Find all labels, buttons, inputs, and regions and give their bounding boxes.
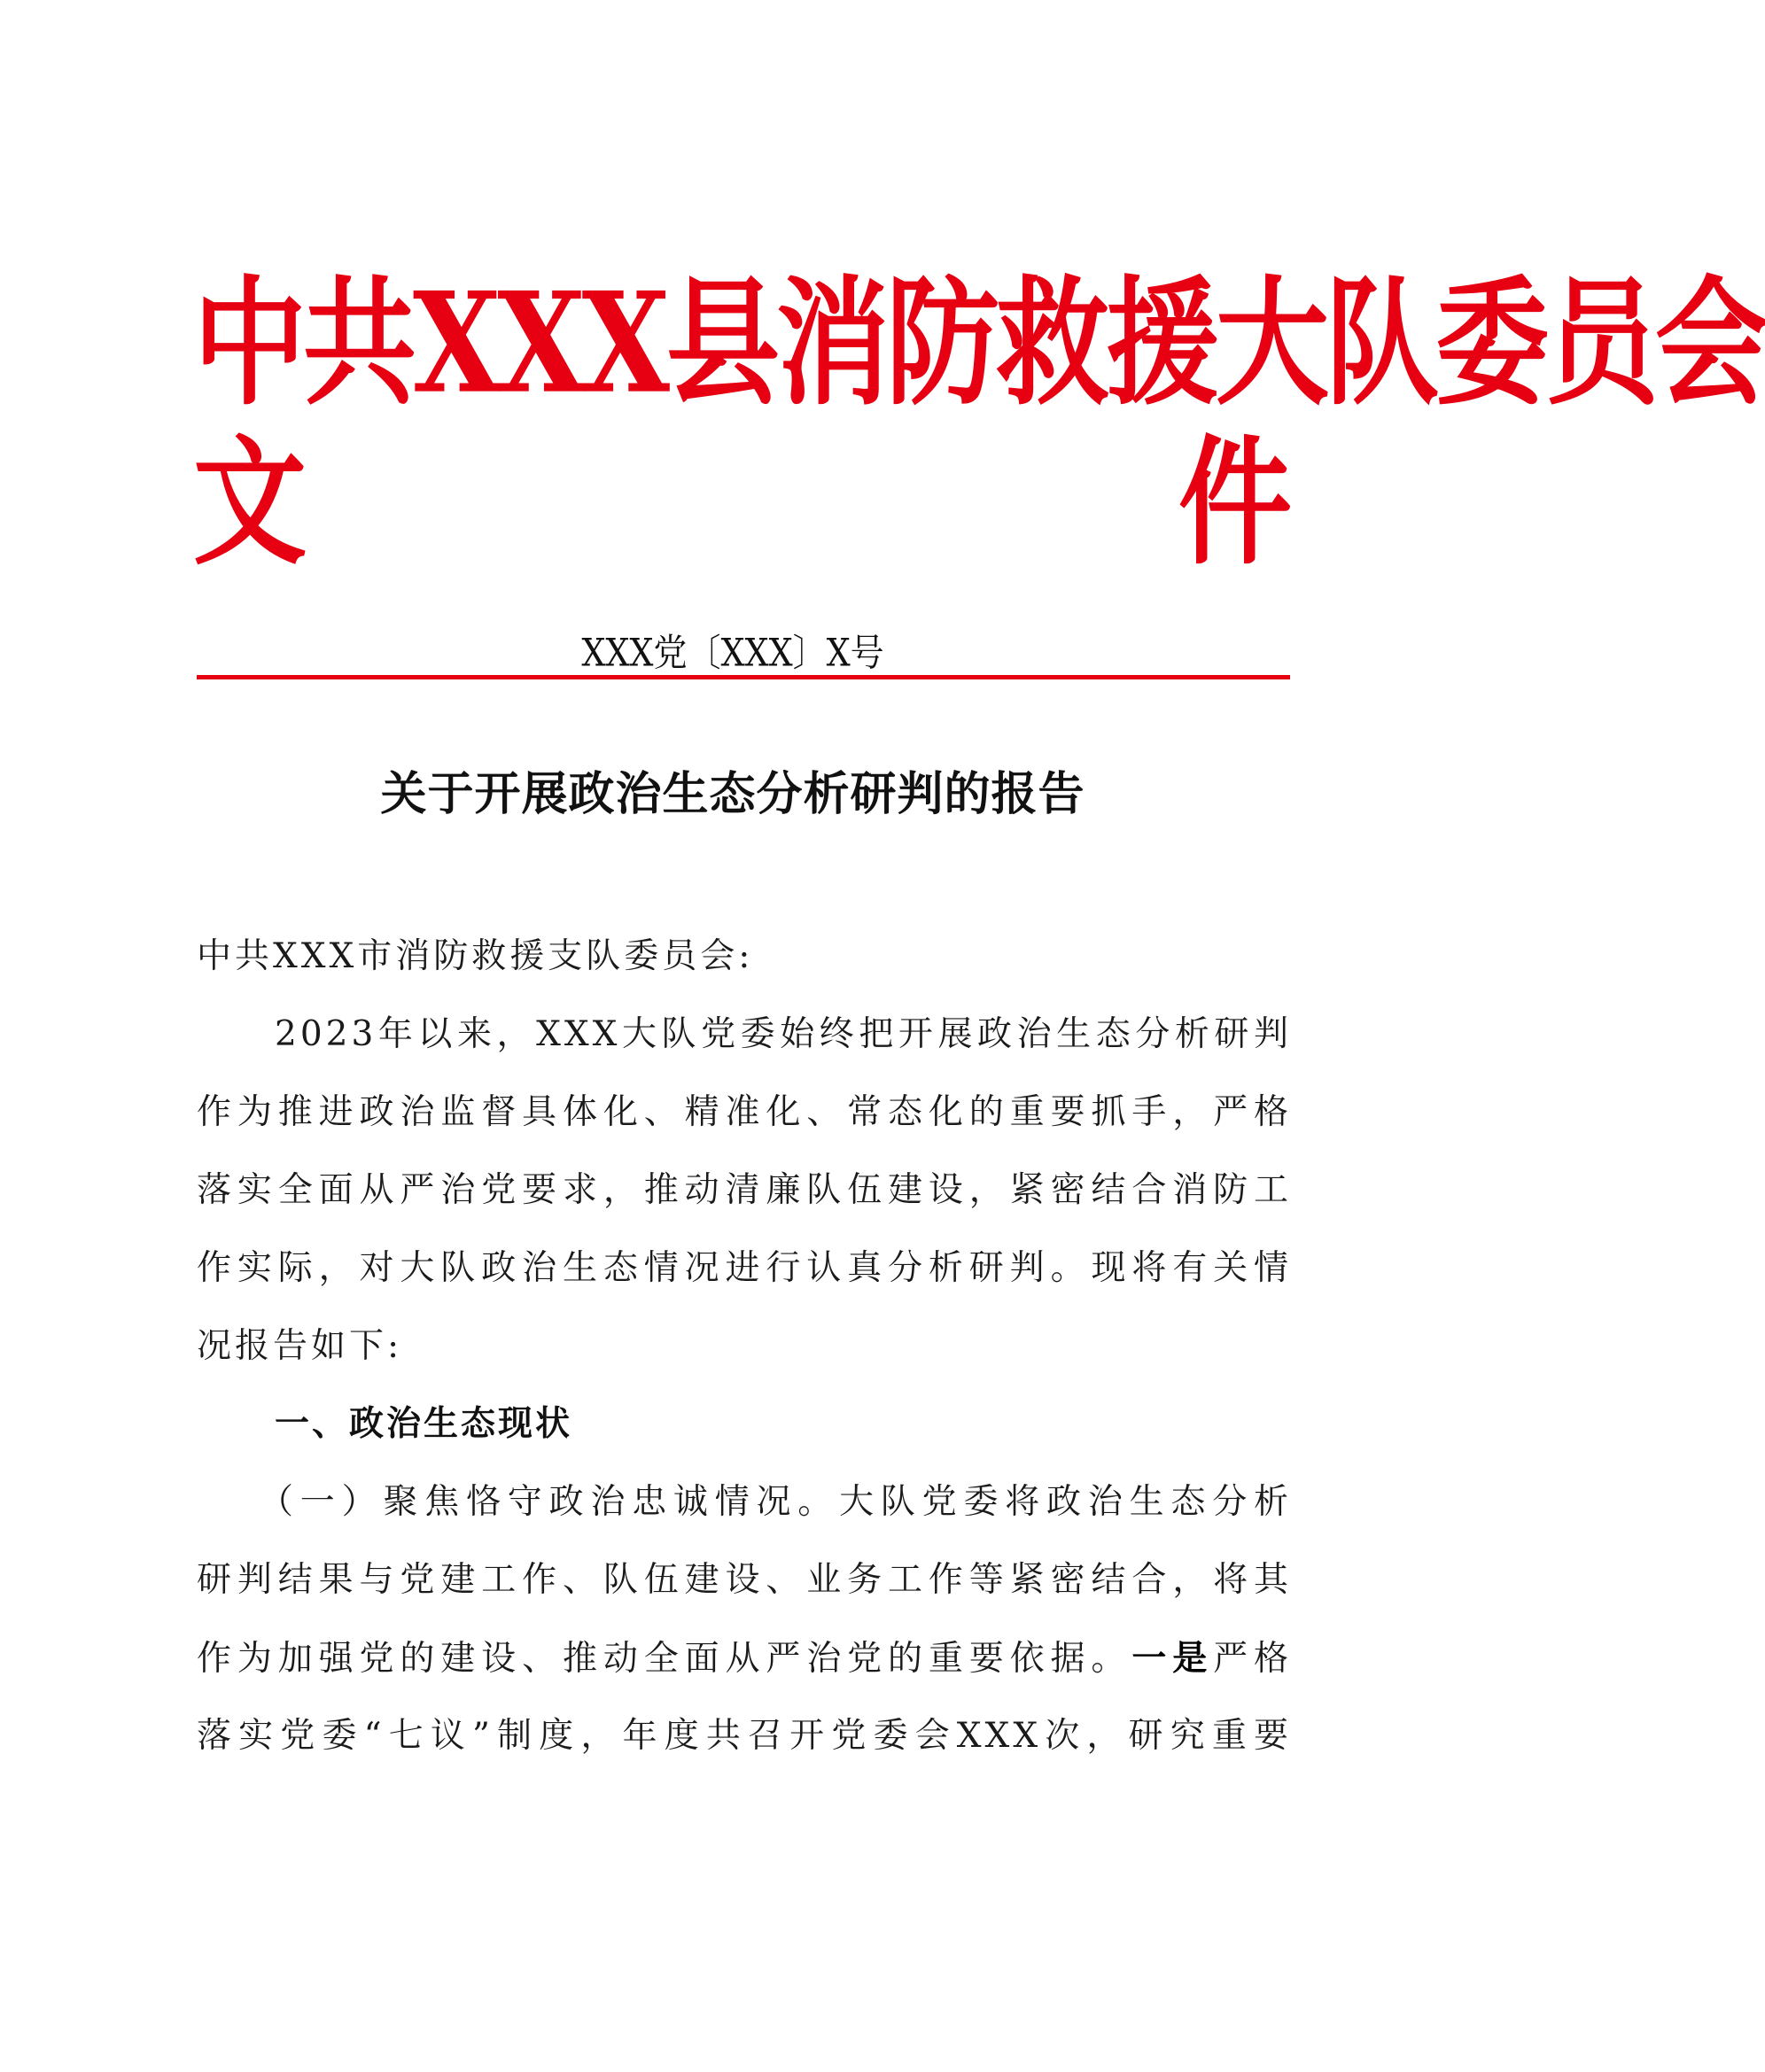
paragraph-line: 落实全面从严治党要求，推动清廉队伍建设，紧密结合消防工 xyxy=(197,1170,1292,1210)
section-heading: 一、政治生态现状 xyxy=(275,1404,573,1444)
paragraph-line: 作实际，对大队政治生态情况进行认真分析研判。现将有关情 xyxy=(197,1248,1292,1288)
paragraph-line: （一）聚焦恪守政治忠诚情况。大队党委将政治生态分析 xyxy=(259,1482,1292,1522)
paragraph-text: 作为加强党的建设、推动全面从严治党的重要依据。 xyxy=(197,1639,1132,1679)
paragraph-text: 严格 xyxy=(1213,1639,1292,1679)
masthead-title xyxy=(193,262,1765,425)
paragraph-line: 2023年以来，XXX大队党委始终把开展政治生态分析研判 xyxy=(275,1014,1292,1054)
masthead-part-3: 县消防救援大队委员会 xyxy=(665,262,1765,425)
report-body xyxy=(197,918,1292,1775)
document-number: XXX党〔XXX〕X号 xyxy=(581,631,884,675)
masthead-jian: 件 xyxy=(1178,422,1292,585)
salutation: 中共XXX市消防救援支队委员会: xyxy=(197,936,754,976)
emphasis-text: 一是 xyxy=(1131,1638,1214,1679)
paragraph-line: 落实党委“七议”制度，年度共召开党委会XXX次，研究重要 xyxy=(197,1716,1292,1756)
paragraph-line: 研判结果与党建工作、队伍建设、业务工作等紧密结合，将其 xyxy=(197,1560,1292,1600)
paragraph-line: 作为推进政治监督具体化、精准化、常态化的重要抓手，严格 xyxy=(197,1092,1292,1132)
masthead-wen: 文 xyxy=(193,422,307,585)
paragraph-line-mixed xyxy=(197,1619,1292,1697)
masthead-part-2: XXX xyxy=(413,262,666,425)
red-separator-line xyxy=(197,675,1290,679)
paragraph-line: 况报告如下: xyxy=(197,1326,403,1366)
masthead-part-1: 中共 xyxy=(193,262,414,425)
report-title: 关于开展政治生态分析研判的报告 xyxy=(380,767,1085,821)
masthead-subtitle xyxy=(193,422,1292,585)
